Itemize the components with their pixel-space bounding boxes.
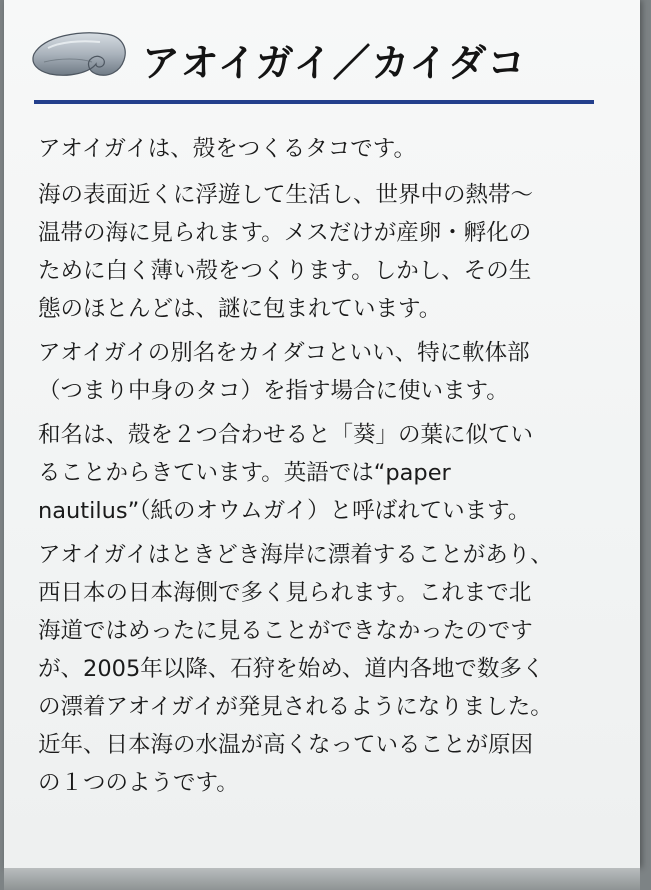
page-title: アオイガイ／カイダコ [142, 41, 527, 85]
panel-header [30, 22, 600, 104]
paragraph-name-origin: 和名は、殻を２つ合わせると「葵」の葉に似てい ることからきています。英語では“paper nautilus”（紙のオウムガイ）と呼ばれています。 [38, 422, 534, 524]
title-divider [34, 100, 594, 104]
nautilus-shell-icon [30, 28, 130, 84]
exhibit-panel [4, 0, 640, 868]
paragraph-habitat: 海の表面近くに浮遊して生活し、世界中の熱帯〜 温帯の海に見られます。メスだけが産卵・孵化の ために白く薄い殻をつくります。しかし、その生 態のほとんどは、謎に包まれています。 [38, 182, 534, 322]
paragraph-distribution: アオイガイはときどき海岸に漂着することがあり、 西日本の日本海側で多く見られます。これまで北 海道ではめったに見ることができなかったのです が、2005年以降、石狩を始め、道内各地で数多く の漂着アオイガイが発見されるようになりました。 近年、日本海の水温が高くなっていることが原因 の１つのようです。 [38, 542, 553, 796]
paragraph-intro: アオイガイは、殻をつくるタコです。 [38, 136, 417, 162]
body-text [38, 130, 618, 808]
paragraph-alias: アオイガイの別名をカイダコといい、特に軟体部 （つまり中身のタコ）を指す場合に使います。 [38, 340, 530, 404]
